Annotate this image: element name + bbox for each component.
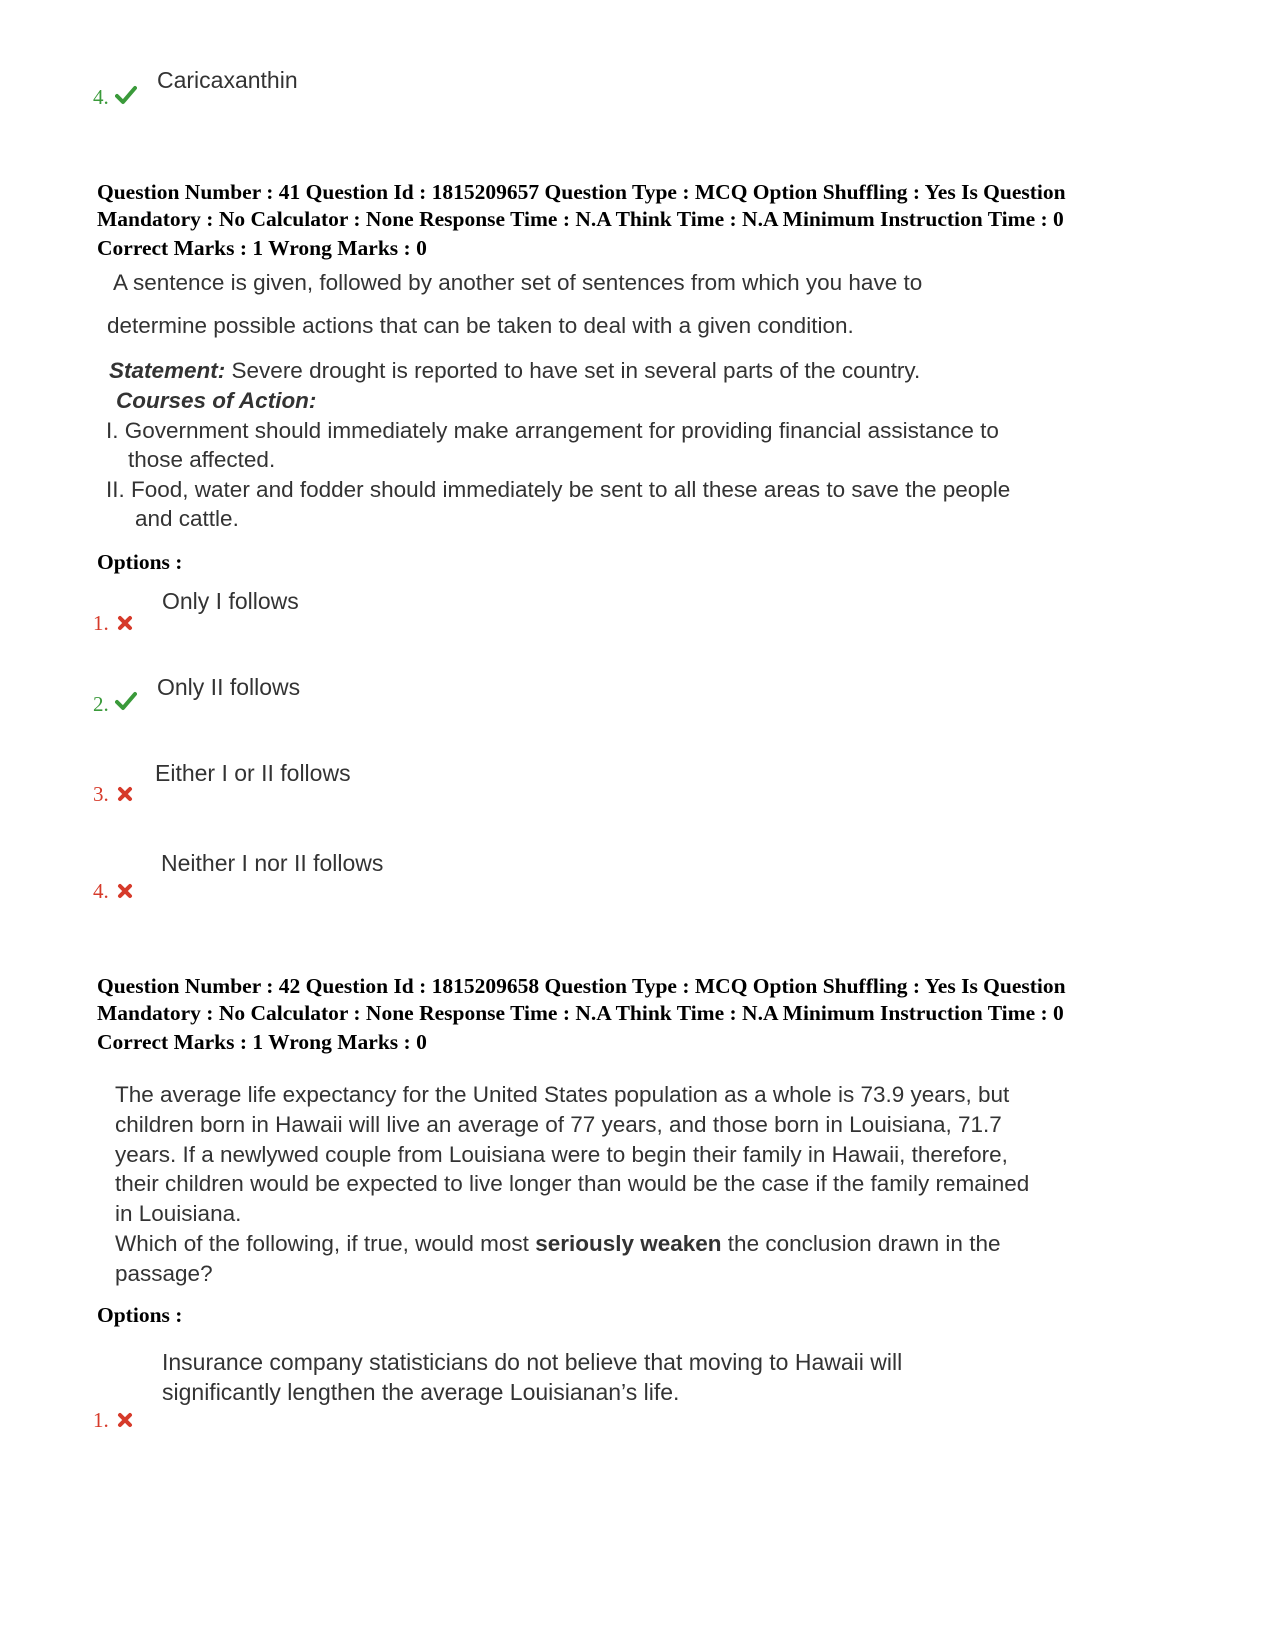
option-number: 4. — [93, 85, 109, 109]
question-meta: Question Number : 41 Question Id : 1815209657 Question Type : MCQ Option Shuffling : Yes Is Question Mandatory : No Calculator : None Response Time : N.A Think Time : N.A Minimum Instruction Time : 0 — [97, 180, 1066, 231]
question-marks: Correct Marks : 1 Wrong Marks : 0 — [97, 236, 427, 260]
passage-line: years. If a newlywed couple from Louisiana were to begin their family in Hawaii, therefore, — [115, 1142, 1008, 1167]
question-meta: Question Number : 42 Question Id : 1815209658 Question Type : MCQ Option Shuffling : Yes Is Question Mandatory : No Calculator : None Response Time : N.A Think Time : N.A Minimum Instruction Time : 0 — [97, 974, 1066, 1025]
courses-label: Courses of Action: — [116, 388, 317, 413]
question-marks: Correct Marks : 1 Wrong Marks : 0 — [97, 1030, 427, 1054]
option-number: 1. — [93, 611, 109, 635]
question-prompt-line: passage? — [115, 1261, 213, 1286]
passage-line: their children would be expected to live longer than would be the case if the family remained — [115, 1171, 1030, 1196]
option-number: 4. — [93, 879, 109, 903]
options-label: Options : — [97, 1303, 183, 1327]
statement — [109, 358, 920, 384]
option-number: 3. — [93, 782, 109, 806]
option-number: 2. — [93, 692, 109, 716]
course-of-action: and cattle. — [135, 506, 239, 531]
course-of-action: I. Government should immediately make arrangement for providing financial assistance to — [106, 418, 999, 443]
options-label: Options : — [97, 550, 183, 574]
option-text: Only I follows — [162, 588, 299, 614]
question-intro-line: determine possible actions that can be taken to deal with a given condition. — [107, 313, 854, 338]
check-icon — [115, 85, 137, 105]
option-text: Neither I nor II follows — [161, 850, 384, 876]
cross-icon — [117, 615, 133, 631]
option-text-line: significantly lengthen the average Louisianan’s life. — [162, 1379, 680, 1405]
course-of-action: II. Food, water and fodder should immediately be sent to all these areas to save the people — [106, 477, 1011, 502]
passage-line: in Louisiana. — [115, 1201, 242, 1226]
statement-label: Statement: — [109, 358, 226, 383]
option-text: Either I or II follows — [155, 760, 351, 786]
course-of-action: those affected. — [128, 447, 276, 472]
option-number: 1. — [93, 1408, 109, 1432]
check-icon — [115, 691, 137, 711]
emphasis-text: seriously weaken — [535, 1231, 722, 1256]
option-text: Only II follows — [157, 674, 301, 700]
cross-icon — [117, 883, 133, 899]
cross-icon — [117, 1412, 133, 1428]
option-text: Caricaxanthin — [157, 67, 298, 93]
option-text-line: Insurance company statisticians do not believe that moving to Hawaii will — [162, 1349, 903, 1375]
cross-icon — [117, 786, 133, 802]
question-prompt: Which of the following, if true, would most seriously weaken the conclusion drawn in the — [115, 1231, 1001, 1256]
passage-line: children born in Hawaii will live an average of 77 years, and those born in Louisiana, 71.7 — [115, 1112, 1002, 1137]
statement-text: Severe drought is reported to have set in several parts of the country. — [225, 358, 921, 383]
passage-line: The average life expectancy for the United States population as a whole is 73.9 years, but — [115, 1082, 1010, 1107]
question-intro-line: A sentence is given, followed by another set of sentences from which you have to — [113, 270, 923, 295]
